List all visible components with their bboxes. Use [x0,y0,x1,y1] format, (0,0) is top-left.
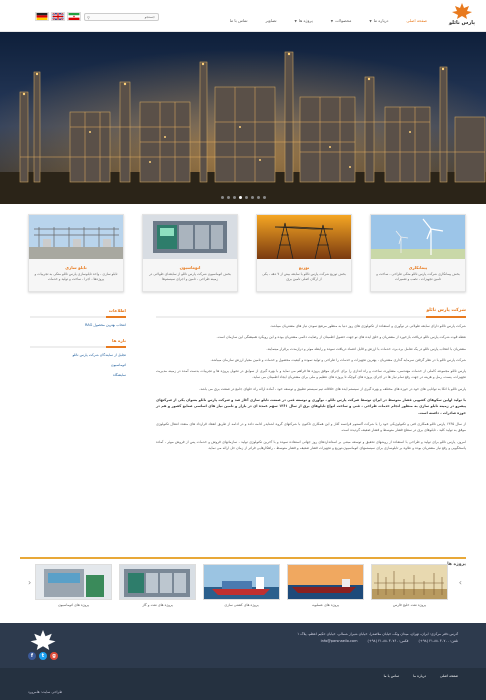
address-text: آدرس دفتر مرکزی: ایران، تهران، میدان ونک، خیابان ملاصدرا، خیابان شیراز شمالی، خیابان حکیم اعظم، پلاک ۱ [297,632,458,636]
slider-dot[interactable] [227,196,230,199]
footer-bar [0,668,486,700]
main-paragraph: مشتریان با انتخاب پارس نائلو در یک تعامل برد-برد، خدمات با ارزش و قابل اعتماد دریافت نموده و رابطه موثر و درازمدت برقرار مینمایند. [266,346,466,351]
nav-home-label: صفحه اصلی [406,18,427,23]
main-paragraph: نقطه قوت شرکت پارس نائلو دریافت بازخورد از مشتریان و خلق ایده های نو جهت حصول اطمینان از رضایت دائمی مشتریان بوده و این رویکرد همیشگی این سازمان است. [216,335,466,340]
main-paragraph: امروز، پارس نائلو برای تولید و طراحی با استفاده از روشهای تحقیق و توسعه مبتنی بر استانداردهای روز جهانی استفاده نموده و با آخرین تکنولوژی تولید ، سازمانهای فروش و خدمات پس از فروش موثر ، آماده پاسخگویی و رفع نیاز مشتریان بوده و علاوه بر تابلوسازی برای سیستمهای اتوماسیون،توزیع و تجهیزات فشار ضعیف و فشار متوسط ، راهکارهایی فراتر از زمان حل ارائه می نماید. [156,439,466,450]
refinery-night-image [0,32,486,204]
contact-row [128,638,458,645]
nav-gallery[interactable] [256,18,285,23]
search-icon[interactable]: ⚲ [87,15,90,20]
footer [0,623,486,700]
slider-dot[interactable] [233,196,236,199]
fax-text: فکس: ۸۸۰۳۰۷۶۰-۲۱ (۹۸+) [367,639,409,643]
projects-title: پروژه ها [447,562,466,567]
service-desc: تابلو سازی ، واحد تابلوسازی پارس نائلو متکی به تجربیات و پروژه‌ها ، اجرا ، ساخت و تولید و خدمات [34,272,118,281]
chevron-down-icon: ▼ [369,19,372,23]
substation-image [29,215,123,259]
twitter-icon[interactable]: t [39,652,47,660]
sidebar-title: اطلاعات [30,308,126,318]
slider-dots [0,196,486,199]
project-item[interactable] [35,564,112,619]
maple-leaf-logo-icon [450,3,474,19]
main-content [156,308,466,451]
sidebar [30,308,126,388]
project-caption: پروژه های عسلویه [311,603,340,607]
project-item[interactable] [371,564,448,619]
main-paragraph: شرکت پارس نائلو با در نظر گرفتن سرمایه گذاری مشتریان ، بهترین تجهیزات و خدمات را طراحی و تولید نموده و کیفیت محصول و خدمات و تامین معیار ارزش سازمان میباشد. [210,357,466,362]
uk-flag-icon[interactable] [51,12,65,21]
social-links [28,652,58,660]
hero-slider[interactable] [0,32,486,204]
control-panel-image [119,564,196,600]
copyright-text: طراحی سایت: هامرورد [28,690,63,694]
search-input[interactable] [94,14,158,20]
slider-dot[interactable] [263,196,266,199]
main-title: شرکت پارس نائلو [156,308,466,318]
footer-logo[interactable] [28,629,58,651]
footer-links [384,674,458,678]
slider-dot[interactable] [221,196,224,199]
service-title: اتوماسیون [179,265,201,270]
slider-dot[interactable] [257,196,260,199]
service-card-contracting[interactable] [370,214,466,292]
nav-gallery-label: تصاویر [265,18,277,23]
service-desc: بخش پیمانکاری شرکت پارس نائلو متکی طراحی ، ساخت و تامین تجهیزات ، نصب و تعمیرات [376,272,460,281]
service-desc: بخش اتوماسیون شرکت پارس نائلو از سابقه‌ای طولانی در زمینه طراحی ، تامین و اجرای سیستم‌ها [149,272,231,281]
maple-leaf-logo-icon [28,629,58,651]
footer-link-home[interactable]: صفحه اصلی [439,674,458,678]
service-card-switchgear[interactable] [28,214,124,292]
services-row [30,214,466,294]
google-plus-icon[interactable]: g [50,652,58,660]
main-paragraph: از سال ۱۳۶۵ پارس نائلو همکاری فنی و تکنولوژیکی خود را با شرکت آلستوم فرانسه آغاز و این همکاری تاکنون با شرکتهای گروه اشنایدر ادامه داده و در ادامه از طریق انعقاد قرارداد های متعدد انتقال تکنولوژی موفق به تولید کلید ، تابلوهای برق در سطح فشار متوسط و فشار ضعیف گردیده است. [156,421,467,433]
project-caption: پروژه های کشتی سازی [224,603,259,607]
service-title: توزیع [298,265,310,270]
project-caption: پروژه نفت خلیج فارس [393,603,426,607]
main-nav [221,18,436,23]
service-title: پیمانکاری [408,265,428,270]
facebook-icon[interactable]: f [28,652,36,660]
plc-panel-image [143,215,237,259]
service-card-distribution[interactable] [256,214,352,292]
slider-dot[interactable] [245,196,248,199]
project-item[interactable] [119,564,196,619]
logo-text: پارس نائلو [448,20,476,26]
phone-text: تلفن: ۸۸۰۳۰۷۰۰-۲۱ (۹۸+) [418,639,458,643]
nav-about-label: درباره ما [373,18,389,23]
wind-turbine-image [371,215,465,259]
ship-image [203,564,280,600]
slider-dot[interactable] [251,196,254,199]
main-paragraph: با تولید اولین سکوهای کشویی فشار متوسط در ایران توسط شرکت پارس نائلو ، نوآوری و توسعه فنی در صنعت تابلو سازی آغاز شد و شرکت پارس نائلو بعنوان یکی از شرکتهای پیشرو در زمینه تابلو سازی به منظور انجام خدمات طراحی ، فنی و ساخت انواع تابلوهای برق از سال ۱۳۶۱ سهم عمده ای در بازار و تامین نیاز های اساسی صنایع کشور و هم در حوزه صادرات ، داشته است. [156,398,466,415]
footer-link-about[interactable]: درباره ما [413,674,426,678]
sidebar-link[interactable]: نمایشگاه [113,373,126,377]
language-flags [35,12,81,21]
search-box [84,13,159,21]
main-paragraph: شرکت پارس نائلو دارای سابقه طولانی در نوآوری و استفاده از تکنولوژی های روز دنیا به منظور مرتفع نمودن نیاز های مشتریان میباشد. [269,324,466,328]
main-paragraph: پارس نائلو با اتکا به توانایی های خود در حوزه های مختلف و بهره گیری از سیستم ایده های خلاقانه تیم سیستم تطبیق و توسعه خود ، آماده ارائه راه حلهای جامع در صنعت برق می باشد. [199,386,466,391]
email-text[interactable]: info@parsnaeilo.com [320,639,358,643]
nav-projects-label: پروژه ها [298,18,313,23]
sidebar-updates [30,338,126,378]
power-tower-image [257,215,351,259]
header [0,0,486,32]
project-item[interactable] [203,564,280,619]
sidebar-link[interactable]: تجلیل از نمایندگان شرکت پارس نائلو [72,353,126,357]
logo[interactable] [444,3,480,29]
nav-products[interactable] [322,18,361,23]
tanker-ship-image [287,564,364,600]
arrow-left-icon[interactable]: ‹ [28,578,32,587]
arrow-right-icon[interactable]: › [458,578,462,587]
project-item[interactable] [287,564,364,619]
iran-flag-icon[interactable] [67,12,81,21]
nav-projects[interactable] [286,18,322,23]
refinery-image [371,564,448,600]
service-desc: بخش توزیع شرکت پارس نائلو با سابقه بیش از ۷ دهه ، یکی از ارکان اصلی تامین برق [262,272,346,281]
nav-home[interactable] [397,18,436,23]
sidebar-link[interactable]: انتخاب بهترین محصول RAG [84,323,126,327]
nav-products-label: محصولات [335,18,352,23]
project-caption: پروژه های اتوماسیون [57,603,90,607]
sidebar-link[interactable]: اتوماسیون [110,363,126,367]
contact-info [128,631,458,645]
automation-cabinet-image [35,564,112,600]
slider-dot-active[interactable] [239,196,242,199]
service-card-automation[interactable] [142,214,238,292]
germany-flag-icon[interactable] [35,12,49,21]
footer-link-contact[interactable]: تماس با ما [383,674,400,678]
sidebar-title: تازه ها [30,338,126,348]
nav-contact-label: تماس با ما [229,18,248,23]
nav-contact[interactable] [221,18,257,23]
projects-carousel [38,564,448,619]
main-paragraph: پارس نائلو مجموعه کاملی از خدمات مهندسی، مشاوره، ساخت و راه اندازی را برای اجرای موفق پروژه ها فراهم می نماید و با بهره گیری از سوابق در تحویل پروژه ها و تجربیات بدست آمده در زمینه مدیریت تجهیزات، پست، رمل و هزینه در جهت رفع تمام نیاز ها در اجرای پروژه های کوچک تا پروژه های عظیم و ملی برای مشتریان ایجاد اطمینان می نماید. [156,369,466,380]
project-caption: پروژه های نفت و گاز [142,603,173,607]
chevron-down-icon: ▼ [330,19,334,23]
sidebar-news [30,308,126,328]
chevron-down-icon: ▼ [294,19,297,23]
nav-about[interactable] [360,18,397,23]
service-title: تابلو سازی [65,265,87,270]
